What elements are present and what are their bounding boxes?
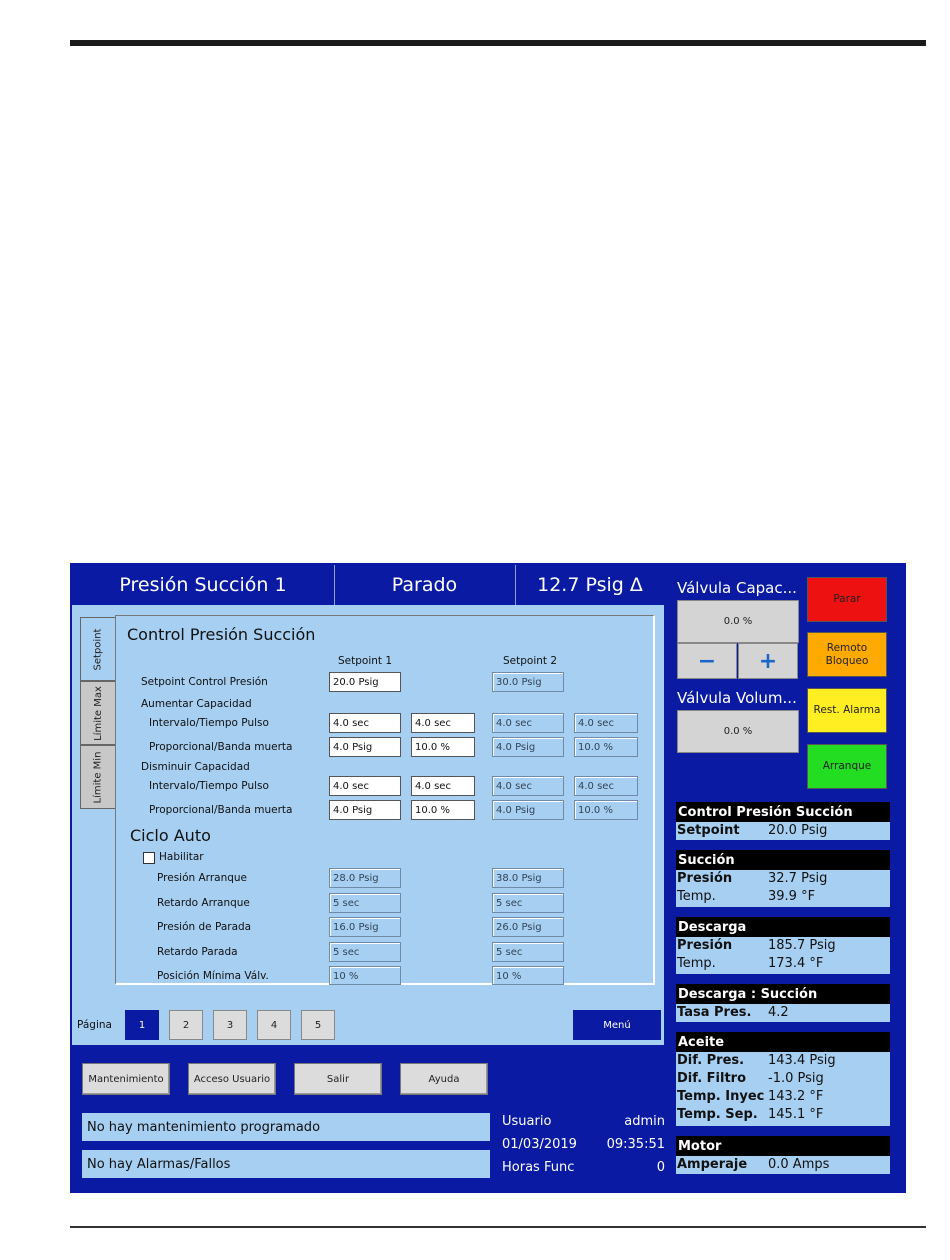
d-intervalo-2a: 4.0 sec xyxy=(492,776,564,796)
d-prop-2a: 4.0 Psig xyxy=(492,800,564,820)
main-panel xyxy=(72,605,664,990)
a-intervalo-label: Intervalo/Tiempo Pulso xyxy=(149,717,269,729)
descarga-presion-value: 185.7 Psig xyxy=(768,938,836,953)
motor-body xyxy=(676,1156,890,1174)
page-4-button[interactable]: 4 xyxy=(257,1010,291,1040)
retardo-parada-2: 5 sec xyxy=(492,942,564,962)
hmi-screen xyxy=(70,563,906,1193)
tasa-pres-label: Tasa Pres. xyxy=(677,1005,752,1020)
motor-header: Motor xyxy=(676,1136,890,1156)
posicion-minima-1[interactable]: 10 % xyxy=(329,966,401,985)
page-5-button[interactable]: 5 xyxy=(301,1010,335,1040)
retardo-arranque-1[interactable]: 5 sec xyxy=(329,893,401,913)
d-prop-1a[interactable]: 4.0 Psig xyxy=(329,800,401,820)
temp-inyec-value: 143.2 °F xyxy=(768,1089,824,1104)
col-setpoint-2: Setpoint 2 xyxy=(503,655,558,667)
aumentar-label: Aumentar Capacidad xyxy=(141,698,252,710)
minus-button[interactable] xyxy=(677,643,737,679)
valvula-volumen-title: Válvula Volum... xyxy=(677,689,797,707)
plus-button[interactable] xyxy=(738,643,798,679)
succion-temp-label: Temp. xyxy=(677,889,716,904)
d-prop-1b[interactable]: 10.0 % xyxy=(411,800,475,820)
a-prop-label: Proporcional/Banda muerta xyxy=(149,741,293,753)
ratio-body xyxy=(676,1004,890,1022)
a-intervalo-2b: 4.0 sec xyxy=(574,713,638,733)
descarga-body xyxy=(676,937,890,974)
dif-pres-label: Dif. Pres. xyxy=(677,1053,745,1068)
dif-filtro-value: -1.0 Psig xyxy=(768,1071,824,1086)
succion-presion-value: 32.7 Psig xyxy=(768,871,828,886)
succion-presion-label: Presión xyxy=(677,871,733,886)
succion-temp-value: 39.9 °F xyxy=(768,889,816,904)
parar-button[interactable]: Parar xyxy=(807,577,887,622)
retardo-parada-1[interactable]: 5 sec xyxy=(329,942,401,962)
remoto-bloqueo-button[interactable]: Remoto Bloqueo xyxy=(807,632,887,677)
acceso-usuario-button[interactable]: Acceso Usuario xyxy=(188,1063,276,1095)
mantenimiento-button[interactable]: Mantenimiento xyxy=(82,1063,170,1095)
d-intervalo-2b: 4.0 sec xyxy=(574,776,638,796)
disminuir-label: Disminuir Capacidad xyxy=(141,761,250,773)
horas-value: 0 xyxy=(656,1160,665,1175)
amperaje-label: Amperaje xyxy=(677,1157,748,1172)
descarga-temp-label: Temp. xyxy=(677,956,716,971)
succion-header: Succión xyxy=(676,850,890,870)
presion-arranque-1[interactable]: 28.0 Psig xyxy=(329,868,401,888)
presion-arranque-2: 38.0 Psig xyxy=(492,868,564,888)
descarga-temp-value: 173.4 °F xyxy=(768,956,824,971)
tab-limite-max[interactable] xyxy=(80,681,116,745)
habilitar-label: Habilitar xyxy=(159,851,204,863)
presion-parada-1[interactable]: 16.0 Psig xyxy=(329,917,401,937)
dif-pres-value: 143.4 Psig xyxy=(768,1053,836,1068)
setpoint-status-value: 20.0 Psig xyxy=(768,823,828,838)
header-title: Presión Succión 1 xyxy=(72,565,335,605)
d-intervalo-label: Intervalo/Tiempo Pulso xyxy=(149,780,269,792)
presion-parada-2: 26.0 Psig xyxy=(492,917,564,937)
tab-label: Límite Max xyxy=(92,685,104,741)
setpoint-status-label: Setpoint xyxy=(677,823,740,838)
d-intervalo-1a[interactable]: 4.0 sec xyxy=(329,776,401,796)
a-prop-1a[interactable]: 4.0 Psig xyxy=(329,737,401,757)
a-intervalo-1b[interactable]: 4.0 sec xyxy=(411,713,475,733)
aceite-body xyxy=(676,1052,890,1126)
ayuda-button[interactable]: Ayuda xyxy=(400,1063,488,1095)
valvula-capacidad-title: Válvula Capac... xyxy=(677,579,797,597)
header-status: Parado xyxy=(334,565,516,605)
page-3-button[interactable]: 3 xyxy=(213,1010,247,1040)
retardo-arranque-2: 5 sec xyxy=(492,893,564,913)
minus-icon: − xyxy=(697,648,717,674)
page-1-button[interactable]: 1 xyxy=(125,1010,159,1040)
d-intervalo-1b[interactable]: 4.0 sec xyxy=(411,776,475,796)
usuario-label: Usuario xyxy=(502,1114,552,1129)
d-prop-label: Proporcional/Banda muerta xyxy=(149,804,293,816)
ciclo-auto-title: Ciclo Auto xyxy=(130,826,211,845)
a-prop-1b[interactable]: 10.0 % xyxy=(411,737,475,757)
a-prop-2b: 10.0 % xyxy=(574,737,638,757)
plus-icon: + xyxy=(758,648,778,674)
descarga-header: Descarga xyxy=(676,917,890,937)
tab-strip xyxy=(80,617,116,809)
usuario-value: admin xyxy=(624,1114,665,1129)
d-prop-2b: 10.0 % xyxy=(574,800,638,820)
aceite-header: Aceite xyxy=(676,1032,890,1052)
presion-arranque-label: Presión Arranque xyxy=(157,872,247,884)
form-title: Control Presión Succión xyxy=(127,625,316,644)
amperaje-value: 0.0 Amps xyxy=(768,1157,830,1172)
temp-sep-value: 145.1 °F xyxy=(768,1107,824,1122)
setpoint-2-field: 30.0 Psig xyxy=(492,672,564,692)
arranque-button[interactable]: Arranque xyxy=(807,744,887,789)
salir-button[interactable]: Salir xyxy=(294,1063,382,1095)
tab-setpoint[interactable] xyxy=(80,617,115,681)
rest-alarma-button[interactable]: Rest. Alarma xyxy=(807,688,887,733)
horas-label: Horas Func xyxy=(502,1160,575,1175)
alarm-message: No hay Alarmas/Fallos xyxy=(82,1150,490,1178)
retardo-arranque-label: Retardo Arranque xyxy=(157,897,250,909)
posicion-minima-label: Posición Mínima Válv. xyxy=(157,970,269,982)
menu-button[interactable]: Menú xyxy=(573,1010,661,1040)
tab-label: Setpoint xyxy=(92,628,104,670)
setpoint-form xyxy=(115,615,655,985)
tasa-pres-value: 4.2 xyxy=(768,1005,789,1020)
top-rule xyxy=(70,40,926,46)
date-value: 01/03/2019 xyxy=(502,1137,577,1152)
valvula-capacidad-value: 0.0 % xyxy=(677,600,799,643)
habilitar-checkbox[interactable] xyxy=(143,852,155,864)
page-2-button[interactable]: 2 xyxy=(169,1010,203,1040)
col-setpoint-1: Setpoint 1 xyxy=(338,655,393,667)
bottom-rule xyxy=(70,1226,926,1228)
pagina-label: Página xyxy=(77,1019,112,1031)
a-intervalo-2a: 4.0 sec xyxy=(492,713,564,733)
temp-inyec-label: Temp. Inyec xyxy=(677,1089,765,1104)
header-value: 12.7 Psig Δ xyxy=(537,574,643,596)
temp-sep-label: Temp. Sep. xyxy=(677,1107,758,1122)
ratio-header: Descarga : Succión xyxy=(676,984,890,1004)
retardo-parada-label: Retardo Parada xyxy=(157,946,238,958)
control-presion-header: Control Presión Succión xyxy=(676,802,890,822)
setpoint-label: Setpoint Control Presión xyxy=(141,676,268,688)
posicion-minima-2: 10 % xyxy=(492,966,564,985)
succion-body xyxy=(676,870,890,907)
maintenance-message: No hay mantenimiento programado xyxy=(82,1113,490,1141)
control-presion-body xyxy=(676,822,890,840)
descarga-presion-label: Presión xyxy=(677,938,733,953)
dif-filtro-label: Dif. Filtro xyxy=(677,1071,747,1086)
tab-label: Límite Min xyxy=(92,751,104,803)
valvula-volumen-value: 0.0 % xyxy=(677,710,799,753)
setpoint-1-field[interactable]: 20.0 Psig xyxy=(329,672,401,692)
tab-limite-min[interactable] xyxy=(80,745,116,809)
a-prop-2a: 4.0 Psig xyxy=(492,737,564,757)
time-value: 09:35:51 xyxy=(606,1137,665,1152)
presion-parada-label: Presión de Parada xyxy=(157,921,252,933)
a-intervalo-1a[interactable]: 4.0 sec xyxy=(329,713,401,733)
